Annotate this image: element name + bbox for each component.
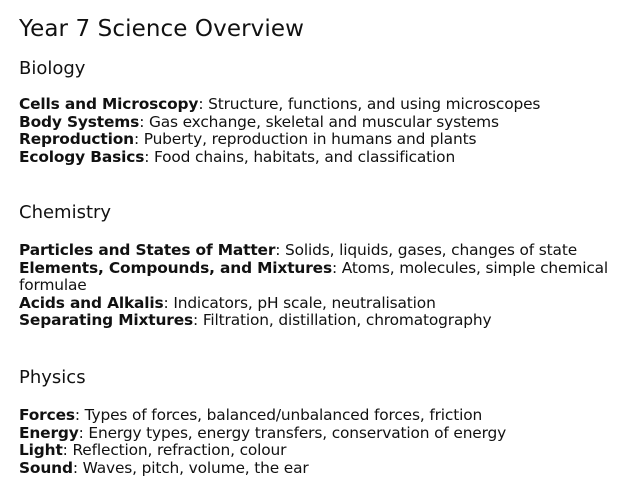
topic-description: : Filtration, distillation, chromatography <box>193 311 492 329</box>
topic-list <box>19 407 618 477</box>
page-title: Year 7 Science Overview <box>19 16 305 42</box>
topic-name: Elements, Compounds, and Mixtures <box>19 258 332 277</box>
topic-item <box>19 312 618 330</box>
topic-name: Body Systems <box>19 112 140 131</box>
topic-item <box>19 425 618 443</box>
topic-name: Ecology Basics <box>19 147 145 166</box>
topic-name: Sound <box>19 458 73 477</box>
topic-description: : Indicators, pH scale, neutralisation <box>163 293 436 312</box>
section-biology <box>19 57 618 166</box>
topic-name: Particles and States of Matter <box>19 241 276 259</box>
topic-name: Energy <box>19 423 79 442</box>
topic-name: Cells and Microscopy <box>19 95 199 113</box>
topic-item <box>19 260 618 295</box>
section-chemistry <box>19 201 618 330</box>
topic-description: : Puberty, reproduction in humans and plants <box>133 130 477 148</box>
topic-description: : Types of forces, balanced/unbalanced forces, friction <box>74 406 483 424</box>
topic-item <box>19 407 618 425</box>
topic-list <box>19 96 618 166</box>
topic-description: : Atoms, molecules, simple chemical formulae <box>19 258 609 294</box>
topic-item <box>19 131 618 149</box>
topic-item <box>19 149 618 167</box>
topic-description: : Energy types, energy transfers, conservation of energy <box>78 423 507 442</box>
topic-description: : Solids, liquids, gases, changes of state <box>275 241 578 259</box>
topic-name: Acids and Alkalis <box>19 293 164 312</box>
section-heading: Biology <box>19 58 86 79</box>
topic-item <box>19 295 618 313</box>
topic-name: Reproduction <box>19 130 134 148</box>
topic-name: Separating Mixtures <box>19 311 194 329</box>
section-physics <box>19 366 618 477</box>
topic-description: : Gas exchange, skeletal and muscular systems <box>139 112 499 131</box>
topic-name: Forces <box>19 406 75 424</box>
topic-list <box>19 242 618 330</box>
topic-description: : Food chains, habitats, and classification <box>144 147 456 166</box>
topic-description: : Reflection, refraction, colour <box>62 441 287 459</box>
topic-item <box>19 242 618 260</box>
topic-item <box>19 442 618 460</box>
section-heading: Chemistry <box>19 202 112 223</box>
topic-description: : Waves, pitch, volume, the ear <box>72 458 309 477</box>
topic-item <box>19 114 618 132</box>
section-heading: Physics <box>19 367 86 388</box>
topic-description: : Structure, functions, and using microscopes <box>198 95 541 113</box>
topic-item <box>19 460 618 478</box>
topic-name: Light <box>19 441 63 459</box>
topic-item <box>19 96 618 114</box>
